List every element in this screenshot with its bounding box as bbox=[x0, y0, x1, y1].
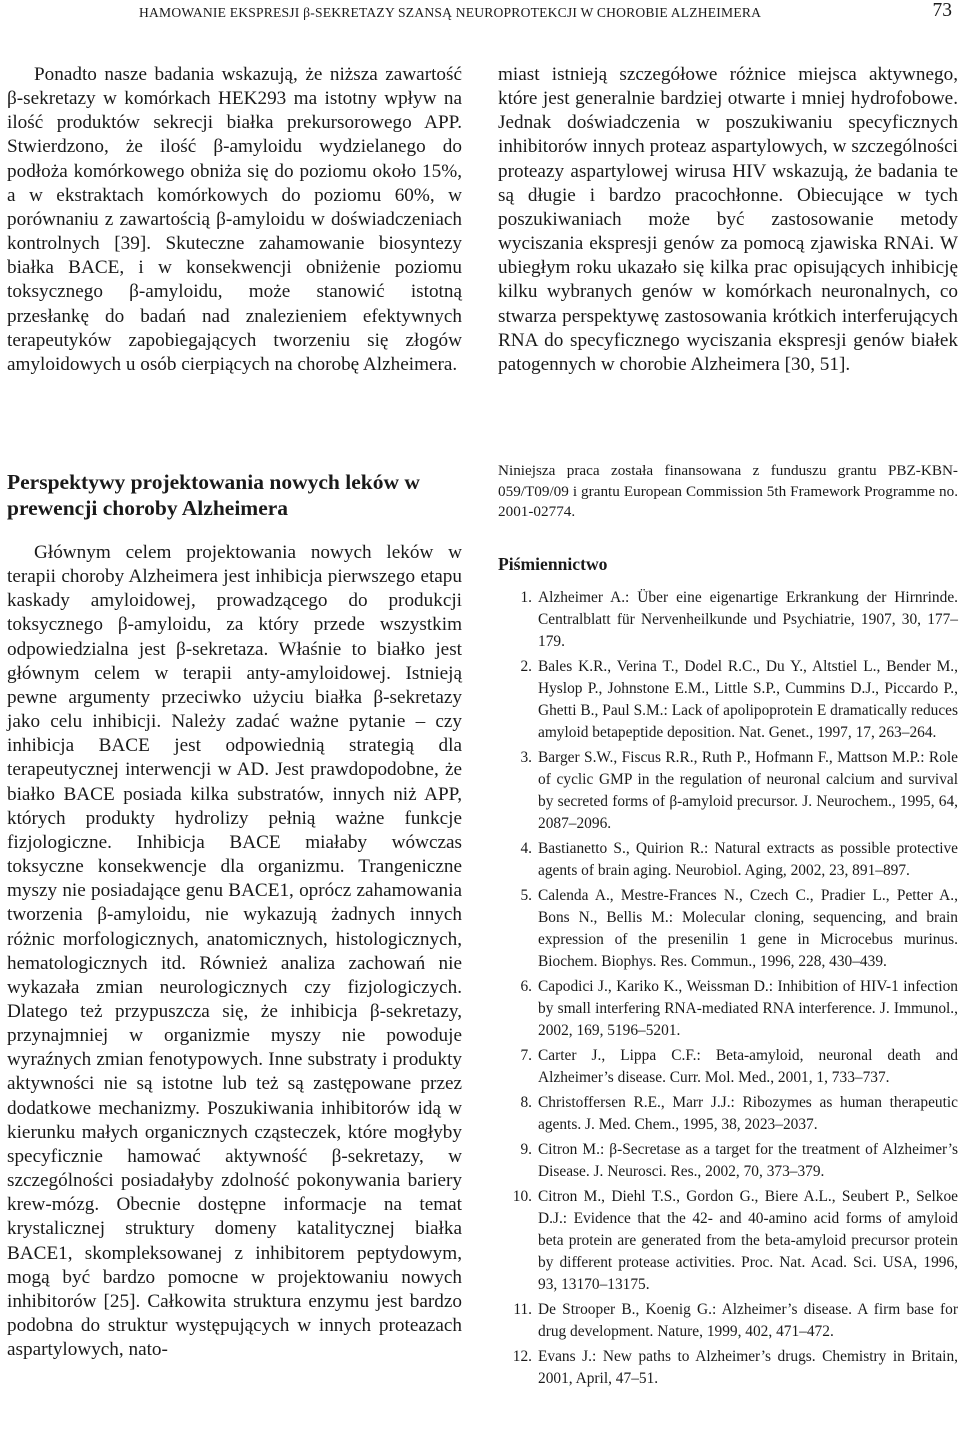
reference-number: 7. bbox=[520, 1047, 532, 1064]
section-body bbox=[7, 541, 462, 1362]
reference-item bbox=[498, 885, 958, 973]
reference-item bbox=[498, 838, 958, 882]
reference-item bbox=[498, 976, 958, 1042]
reference-text: Barger S.W., Fiscus R.R., Ruth P., Hofmann F., Mattson M.P.: Role of cyclic GMP in the regulation of neuronal calcium and survival by secreted forms of β-amyloid precursor. J. Neurochem., 1995, 64, 2087–2096. bbox=[538, 749, 958, 832]
reference-text: Citron M.: β-Secretase as a target for the treatment of Alzheimer’s Disease. J. Neurosci. Res., 2002, 70, 373–379. bbox=[538, 1141, 958, 1180]
reference-text: Bales K.R., Verina T., Dodel R.C., Du Y., Altstiel L., Bender M., Hyslop P., Johnstone E.M., Little S.P., Cummins D.J., Piccardo P., Ghetti B., Paul S.M.: Lack of apolipoprotein E dramatically reduces amyloid betapeptide deposition. Nat. Genet., 1997, 17, 263–264. bbox=[538, 658, 958, 741]
page-number: 73 bbox=[932, 0, 952, 21]
reference-number: 8. bbox=[520, 1094, 532, 1111]
reference-number: 11. bbox=[513, 1301, 532, 1318]
reference-item bbox=[498, 1045, 958, 1089]
reference-text: De Strooper B., Koenig G.: Alzheimer’s disease. A firm base for drug development. Nature, 1999, 402, 471–472. bbox=[538, 1301, 958, 1340]
reference-number: 5. bbox=[520, 887, 532, 904]
reference-number: 10. bbox=[512, 1188, 532, 1205]
reference-number: 9. bbox=[520, 1141, 532, 1158]
right-column bbox=[498, 63, 958, 1387]
reference-text: Evans J.: New paths to Alzheimer’s drugs. Chemistry in Britain, 2001, April, 47–51. bbox=[538, 1348, 958, 1387]
reference-item bbox=[498, 656, 958, 744]
funding-note bbox=[498, 461, 958, 523]
reference-item bbox=[498, 1139, 958, 1183]
section-paragraph: Głównym celem projektowania nowych leków w terapii choroby Alzheimera jest inhibicja pierwszego etapu kaskady amyloidowej, prowadzącego do produkcji toksycznego β-amyloidu, za który przede wszystkim odpowiedzialna jest β-sekretaza. Właśnie to białko jest głównym celem w terapii anty-amyloidowej. Istnieją pewne argumenty przeciwko użyciu białka β-sekretazy jako celu inhibicji. Należy zadać ważne pytanie – czy inhibicja BACE jest odpowiednią strategią dla terapeutycznej interwencji w AD. Jest prawdopodobne, że białko BACE posiada kilka substratów, innych niż APP, których produkty hydrolizy pełnią ważne funkcje fizjologiczne. Inhibicja BACE miałaby wówczas toksyczne konsekwencje dla organizmu. Trangeniczne myszy nie posiadające genu BACE1, oprócz zahamowania tworzenia β-amyloidu, nie wykazują żadnych innych różnic morfologicznych, anatomicznych, histologicznych, hematologicznych itd. Również analiza zachowań nie wykazała zmian neurologicznych czy fizjologiczych. Dlatego też przypuszcza się, że inhibicja β-sekretazy, przynajmniej w organizmie myszy nie powoduje wyraźnych zmian fenotypowych. Inne substraty i produkty aktywności nie są istotne lub też są zastępowane przez dodatkowe mechanizmy. Poszukiwania inhibitorów idą w kierunku małych organicznych cząsteczek, które mogłyby specyficznie hamować aktywność β-sekretazy, w szczególności posiadałyby zdolność pokonywania bariery krew-mózg. Obecnie dostępne informacje na temat krystalicznej struktury domeny katalitycznej białka BACE1, skompleksowanej z inhibitorem peptydowym, mogą być bardzo pomocne w projektowaniu nowych inhibitorów [25]. Całkowita struktura enzymu jest bardzo podobna do struktur występujących w innych proteazach aspartylowych, nato- bbox=[7, 542, 462, 1361]
funding-note-text: Niniejsza praca została finansowana z funduszu grantu PBZ-KBN-059/T09/09 i grantu European Commission 5th Framework Programme no. 2001-02774. bbox=[498, 462, 958, 520]
reference-number: 6. bbox=[520, 978, 532, 995]
reference-text: Capodici J., Kariko K., Weissman D.: Inhibition of HIV-1 infection by small interfering RNA-mediated RNA interference. J. Immunol., 2002, 169, 5196–5201. bbox=[538, 978, 958, 1039]
reference-number: 2. bbox=[520, 658, 532, 675]
reference-number: 3. bbox=[520, 749, 532, 766]
reference-text: Carter J., Lippa C.F.: Beta-amyloid, neuronal death and Alzheimer’s disease. Curr. Mol. Med., 2001, 1, 733–737. bbox=[538, 1047, 958, 1086]
left-column bbox=[7, 63, 462, 1361]
reference-item bbox=[498, 1346, 958, 1390]
intro-paragraph: Ponadto nasze badania wskazują, że niższa zawartość β-sekretazy w komórkach HEK293 ma istotny wpływ na ilość produktów sekrecji białka prekursorowego APP. Stwierdzono, że ilość β-amyloidu wydzielanego do podłoża komórkowego obniża się do poziomu około 15%, a w ekstraktach komórkowych do poziomu 60%, w porównaniu z zawartością β-amyloidu w doświadczeniach kontrolnych [39]. Skuteczne zahamowanie biosyntezy białka BACE, i w konsekwencji obniżenie poziomu toksycznego β-amyloidu, może stanowić istotną przesłankę do badań nad znalezieniem efektywnych terapeutyków zapobiegających tworzeniu się złogów amyloidowych u osób cierpiących na chorobę Alzheimera. bbox=[7, 64, 462, 375]
reference-text: Calenda A., Mestre-Frances N., Czech C., Pradier L., Petter A., Bons N., Bellis M.: Molecular cloning, sequencing, and brain expression of the presenilin 1 gene in Microcebus murinus. Biochem. Biophys. Res. Commun., 1996, 228, 430–439. bbox=[538, 887, 958, 970]
references-heading: Piśmiennictwo bbox=[498, 554, 608, 574]
reference-item bbox=[498, 1186, 958, 1296]
reference-number: 4. bbox=[520, 840, 532, 857]
running-title: HAMOWANIE EKSPRESJI β-SEKRETAZY SZANSĄ NEUROPROTEKCJI W CHOROBIE ALZHEIMERA bbox=[139, 5, 762, 20]
reference-item bbox=[498, 1092, 958, 1136]
reference-item bbox=[498, 747, 958, 835]
reference-text: Citron M., Diehl T.S., Gordon G., Biere A.L., Seubert P., Selkoe D.J.: Evidence that the 42- and 40-amino acid forms of amyloid beta protein are generated from the beta-amyloid precursor protein by different protease activities. Proc. Nat. Acad. Sci. USA, 1996, 93, 13170–13175. bbox=[538, 1188, 958, 1293]
references-list bbox=[498, 587, 958, 1393]
reference-item bbox=[498, 1299, 958, 1343]
reference-text: Christoffersen R.E., Marr J.J.: Ribozymes as human therapeutic agents. J. Med. Chem., 1995, 38, 2023–2037. bbox=[538, 1094, 958, 1133]
reference-text: Bastianetto S., Quirion R.: Natural extracts as possible protective agents of brain aging. Neurobiol. Aging, 2002, 23, 891–897. bbox=[538, 840, 958, 879]
section-heading: Perspektywy projektowania nowych leków w prewencji choroby Alzheimera bbox=[7, 470, 420, 520]
reference-text: Alzheimer A.: Über eine eigenartige Erkrankung der Hirnrinde. Centralblatt für Nervenheilkunde und Psychiatrie, 1907, 30, 177–179. bbox=[538, 589, 958, 650]
reference-item bbox=[498, 587, 958, 653]
continuation-paragraph: miast istnieją szczegółowe różnice miejsca aktywnego, które jest generalnie bardziej otwarte i mniej hydrofobowe. Jednak doświadczenia w poszukiwaniu specyficznych inhibitorów innych proteaz aspartylowych, w szczególności proteazy aspartylowej wirusa HIV wskazują, że badania te są długie i bardzo pracochłonne. Obiecujące w tych poszukiwaniach może być zastosowanie metody wyciszania ekspresji genów za pomocą zjawiska RNAi. W ubiegłym roku ukazało się kilka prac opisujących inhibicję kilku wybranych genów w komórkach neuronalnych, co stwarza perspektywę zastosowania krótkich interferujących RNA do specyficznego wyciszania ekspresji genów białek patogennych w chorobie Alzheimera [30, 51]. bbox=[498, 64, 958, 375]
reference-number: 1. bbox=[520, 589, 532, 606]
reference-number: 12. bbox=[512, 1348, 532, 1365]
page-header bbox=[0, 0, 960, 34]
